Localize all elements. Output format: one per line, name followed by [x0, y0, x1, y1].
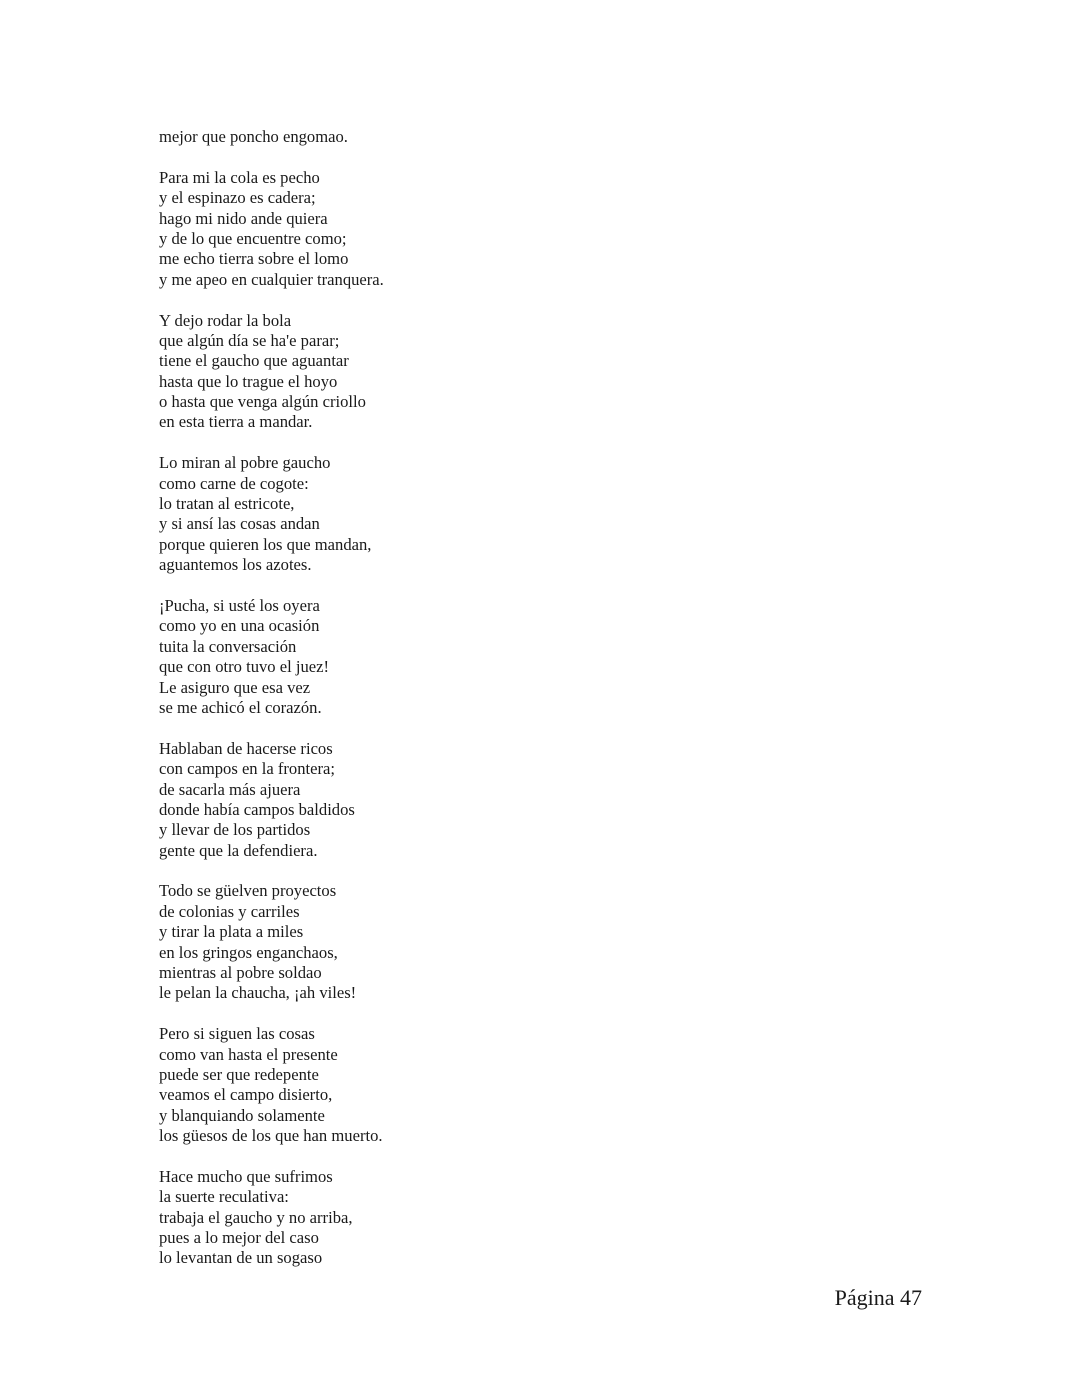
verse-line: se me achicó el corazón.	[159, 697, 322, 717]
verse-line: porque quieren los que mandan,	[159, 534, 372, 554]
stanza	[159, 453, 759, 575]
verse-line: trabaja el gaucho y no arriba,	[159, 1207, 353, 1227]
stanza-gap	[159, 1004, 759, 1024]
verse-line: de colonias y carriles	[159, 901, 300, 921]
verse-line: con campos en la frontera;	[159, 759, 336, 779]
page-number: Página 47	[834, 1285, 922, 1310]
verse-line: en los gringos enganchaos,	[159, 942, 338, 962]
verse-line: y tirar la plata a miles	[159, 922, 304, 942]
stanza	[159, 739, 759, 861]
verse-line: y me apeo en cualquier tranquera.	[159, 269, 384, 289]
verse-line: o hasta que venga algún criollo	[159, 392, 366, 412]
verse-line: Le asiguro que esa vez	[159, 677, 311, 697]
verse-line: y blanquiando solamente	[159, 1105, 325, 1125]
verse-line: Pero si siguen las cosas	[159, 1024, 315, 1044]
verse-line: ¡Pucha, si usté los oyera	[159, 595, 320, 615]
verse-line: pues a lo mejor del caso	[159, 1228, 319, 1248]
stanza-gap	[159, 290, 759, 310]
stanza	[159, 1024, 759, 1146]
stanza-gap	[159, 1147, 759, 1167]
verse-line: lo levantan de un sogaso	[159, 1248, 323, 1268]
verse-line: tuita la conversación	[159, 636, 297, 656]
verse-line: de sacarla más ajuera	[159, 779, 301, 799]
stanza-gap	[159, 433, 759, 453]
verse-line: mientras al pobre soldao	[159, 963, 322, 983]
stanza	[159, 127, 759, 147]
verse-line: como yo en una ocasión	[159, 616, 320, 636]
verse-line: puede ser que redepente	[159, 1064, 319, 1084]
verse-line: hago mi nido ande quiera	[159, 208, 328, 228]
verse-line: y llevar de los partidos	[159, 820, 311, 840]
verse-line: Para mi la cola es pecho	[159, 167, 320, 187]
verse-line: y el espinazo es cadera;	[159, 188, 316, 208]
stanza-gap	[159, 718, 759, 738]
verse-line: Lo miran al pobre gaucho	[159, 453, 331, 473]
verse-line: tiene el gaucho que aguantar	[159, 351, 349, 371]
verse-line: lo tratan al estricote,	[159, 494, 295, 514]
verse-line: como carne de cogote:	[159, 473, 309, 493]
verse-line: Todo se güelven proyectos	[159, 881, 337, 901]
verse-line: donde había campos baldidos	[159, 799, 355, 819]
verse-line: Hace mucho que sufrimos	[159, 1166, 333, 1186]
stanza-gap	[159, 861, 759, 881]
verse-line: Hablaban de hacerse ricos	[159, 738, 333, 758]
verse-line: los güesos de los que han muerto.	[159, 1126, 383, 1146]
verse-line: como van hasta el presente	[159, 1044, 338, 1064]
verse-line: que con otro tuvo el juez!	[159, 657, 330, 677]
verse-line: gente que la defendiera.	[159, 840, 318, 860]
stanza-gap	[159, 576, 759, 596]
verse-line: en esta tierra a mandar.	[159, 412, 313, 432]
verse-line: le pelan la chaucha, ¡ah viles!	[159, 983, 357, 1003]
poem-body	[159, 127, 759, 1269]
verse-line: la suerte reculativa:	[159, 1187, 289, 1207]
stanza	[159, 881, 759, 1003]
verse-line: veamos el campo disierto,	[159, 1085, 333, 1105]
verse-line: mejor que poncho engomao.	[159, 127, 348, 146]
stanza	[159, 596, 759, 718]
verse-line: me echo tierra sobre el lomo	[159, 249, 349, 269]
verse-line: Y dejo rodar la bola	[159, 310, 292, 330]
stanza-gap	[159, 147, 759, 167]
verse-line: hasta que lo trague el hoyo	[159, 371, 338, 391]
verse-line: y si ansí las cosas andan	[159, 514, 320, 534]
verse-line: que algún día se ha'e parar;	[159, 330, 340, 350]
stanza	[159, 168, 759, 290]
stanza	[159, 1167, 759, 1269]
verse-line: y de lo que encuentre como;	[159, 228, 347, 248]
stanza	[159, 311, 759, 433]
verse-line: aguantemos los azotes.	[159, 555, 312, 575]
